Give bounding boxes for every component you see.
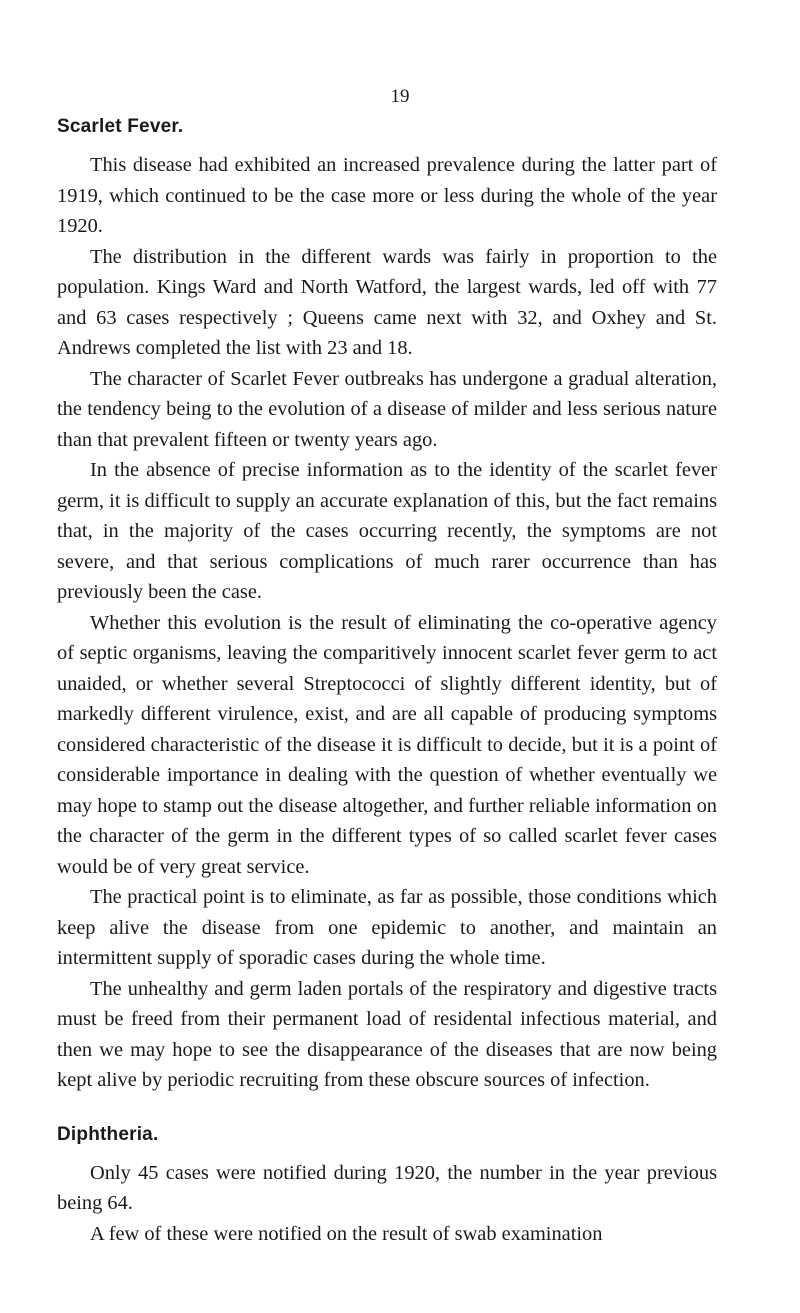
paragraph: Only 45 cases were notified during 1920, the number in the year previous being 64. [57, 1161, 717, 1214]
paragraph: This disease had exhibited an increased prevalence during the latter part of 1919, which continued to be the case more or less during the whole of the year 1920. [57, 154, 717, 237]
paragraph: Whether this evolution is the result of eliminating the co-operative agency of septic organisms, leaving the comparitively innocent scarlet fever germ to act unaided, or whether several Streptococci of slightly different identity, but of markedly different virulence, exist, and are all capable of producing symptoms considered characteristic of the disease it is difficult to decide, but it is a point of considerable importance in dealing with the question of whether eventually we may hope to stamp out the disease altogether, and further reliable information on the character of the germ in the different types of so called scarlet fever cases would be of very great service. [57, 611, 717, 878]
section-spacer [57, 1096, 717, 1122]
section-heading: Diphtheria. [57, 1123, 159, 1145]
paragraph: The character of Scarlet Fever outbreaks has undergone a gradual alteration, the tendency being to the evolution of a disease of milder and less serious nature than that prevalent fifteen or twenty years ago. [57, 367, 717, 451]
paragraph: In the absence of precise information as to the identity of the scarlet fever germ, it is difficult to supply an accurate explanation of this, but the fact remains that, in the majority of the cases occurring recently, the symptoms are not severe, and that serious complications of much rarer occurrence than has previously been the case. [57, 459, 717, 603]
section-scarlet-fever [57, 114, 717, 1096]
section-diphtheria [57, 1122, 717, 1250]
page-number: 19 [390, 86, 410, 107]
paragraph: The practical point is to eliminate, as far as possible, those conditions which keep alive the disease from one epidemic to another, and maintain an intermittent supply of sporadic cases during the whole time. [57, 886, 717, 969]
page-content [57, 114, 717, 1249]
paragraph: The distribution in the different wards was fairly in proportion to the population. Kings Ward and North Watford, the largest wards, led off with 77 and 63 cases respectively ; Queens came next with 32, and Oxhey and St. Andrews completed the list with 23 and 18. [57, 245, 717, 359]
paragraph: A few of these were notified on the result of swab examination [90, 1222, 603, 1245]
section-heading: Scarlet Fever. [57, 116, 184, 137]
paragraph: The unhealthy and germ laden portals of the respiratory and digestive tracts must be freed from their permanent load of residental infectious material, and then we may hope to see the disappearance of the diseases that are now being kept alive by periodic recruiting from these obscure sources of infection. [57, 977, 717, 1091]
